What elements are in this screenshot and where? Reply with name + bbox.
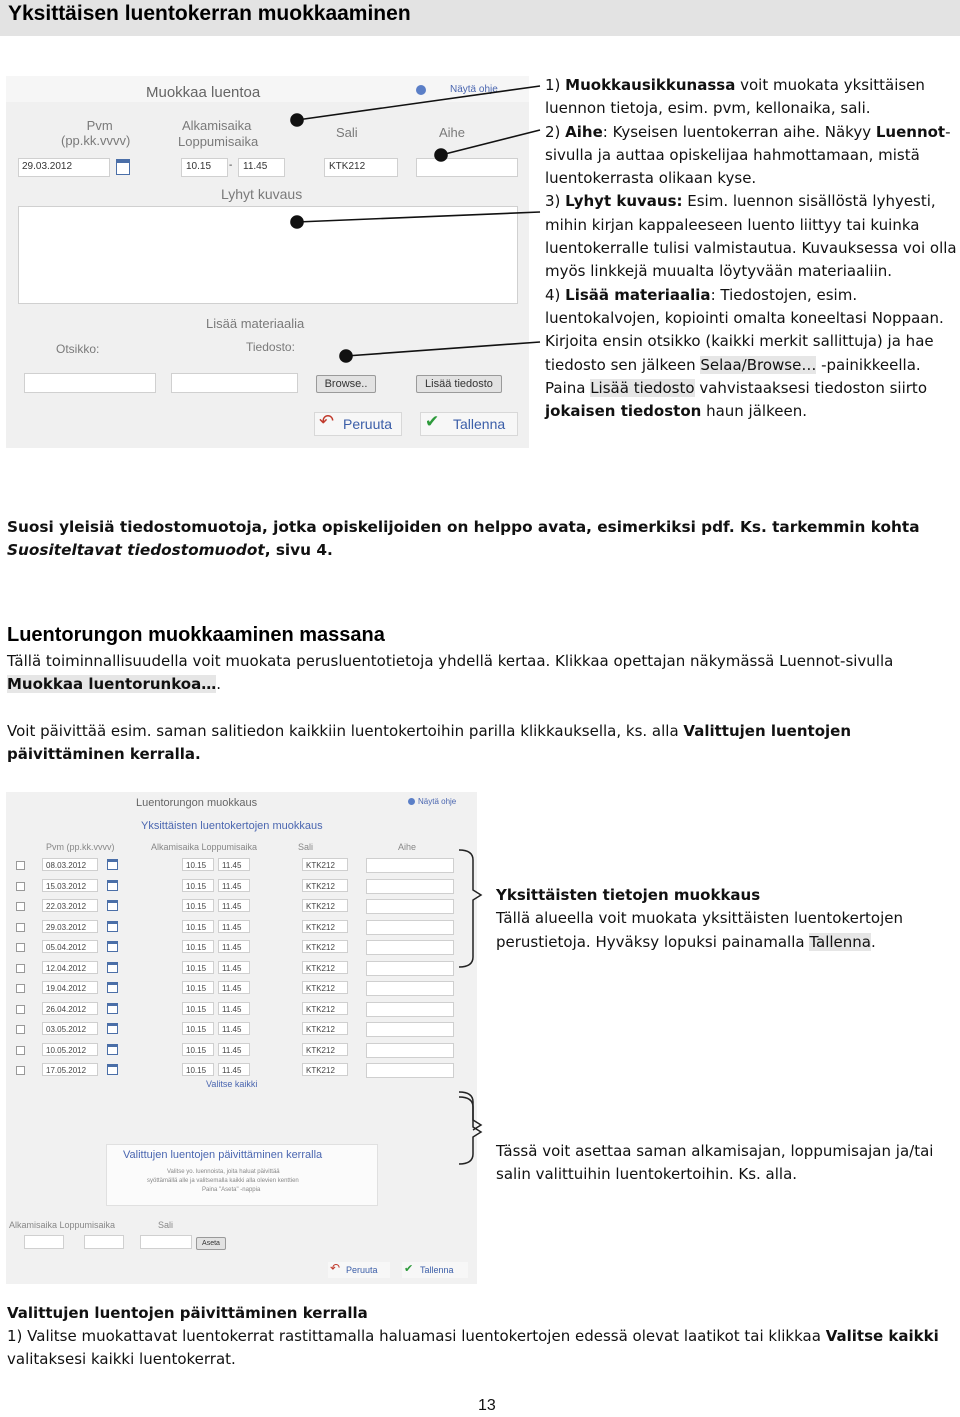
bracket-brace-3 <box>455 1087 495 1167</box>
end-time-field[interactable]: 11.45 <box>218 920 250 933</box>
topic-field[interactable] <box>366 1043 454 1058</box>
topic-field[interactable] <box>366 1022 454 1037</box>
table-row <box>6 1043 477 1059</box>
topic-field[interactable] <box>366 920 454 935</box>
start-time-field[interactable]: 10.15 <box>182 1063 214 1076</box>
start-time-field[interactable]: 10.15 <box>182 1043 214 1056</box>
start-time-field[interactable]: 10.15 <box>182 961 214 974</box>
room-field[interactable]: KTK212 <box>302 981 348 994</box>
callout-single-edit-title: Yksittäisten tietojen muokkaus <box>496 886 761 904</box>
help-link[interactable]: Näytä ohje <box>418 797 457 806</box>
date-field[interactable]: 29.03.2012 <box>42 920 98 933</box>
add-material-label: Lisää materiaalia <box>206 316 305 331</box>
topic-field[interactable] <box>366 940 454 955</box>
calendar-icon[interactable] <box>107 1064 118 1075</box>
calendar-icon[interactable] <box>107 921 118 932</box>
section2-paragraph-1: Tällä toiminnallisuudella voit muokata perusluentotietoja yhdellä kertaa. Klikkaa opettajan näkymässä Luennot-sivulla Muokkaa luentorunkoa…. <box>7 652 894 694</box>
row-checkbox[interactable] <box>16 861 25 870</box>
col-room-label: Sali <box>336 125 358 140</box>
table-row <box>6 1022 477 1038</box>
row-checkbox[interactable] <box>16 1066 25 1075</box>
col-date: Pvm (pp.kk.vvvv) <box>46 842 115 852</box>
room-field[interactable]: KTK212 <box>302 1002 348 1015</box>
checkmark-icon: ✔ <box>404 1262 414 1275</box>
end-time-field[interactable]: 11.45 <box>218 1063 250 1076</box>
callout-single-edit-text: Tällä alueella voit muokata yksittäisten luentokertojen perustietoja. Hyväksy lopuksi painamalla Tallenna. <box>496 909 903 951</box>
table-row <box>6 899 477 915</box>
col-room: Sali <box>298 842 314 852</box>
single-edit-subtitle: Yksittäisten luentokertojen muokkaus <box>141 820 323 832</box>
col-topic: Aihe <box>398 842 417 852</box>
start-time-field[interactable]: 10.15 <box>182 920 214 933</box>
date-field[interactable]: 19.04.2012 <box>42 981 98 994</box>
bulk-start-input[interactable] <box>24 1235 64 1249</box>
date-field[interactable]: 26.04.2012 <box>42 1002 98 1015</box>
save-button[interactable]: ✔ Tallenna <box>420 412 518 436</box>
start-time-field[interactable]: 10.15 <box>182 858 214 871</box>
frame-title: Luentorungon muokkaus <box>136 797 258 809</box>
col-end-label: Loppumisaika <box>178 134 259 149</box>
end-time-field[interactable]: 11.45 <box>218 899 250 912</box>
bulk-update-box: Valittujen luentojen päivittäminen kerralla Valitse yo. luennoista, joita haluat päivittää syöttämällä alle ja valitsemalla kaikki alla olevien kenttien Paina "Aseta" -nappia <box>106 1144 378 1206</box>
topic-field[interactable] <box>366 858 454 873</box>
date-field[interactable]: 22.03.2012 <box>42 899 98 912</box>
calendar-icon[interactable] <box>107 962 118 973</box>
start-time-field[interactable]: 10.15 <box>182 981 214 994</box>
table-row <box>6 879 477 895</box>
annotation-text <box>545 74 960 423</box>
annotation-item-4: 4) Lisää materiaalia: Tiedostojen, esim. luentokalvojen, kopiointi omalta koneeltasi Noppaan. Kirjoita ensin otsikko (kaikki merkit sallittuja) ja hae tiedosto sen jälkeen Selaa/Browse… -painikkeella. Paina Lisää tiedosto vahvistaaksesi tiedoston siirto jokaisen tiedoston haun jälkeen. <box>545 285 944 421</box>
table-row <box>6 858 477 874</box>
file-label: Tiedosto: <box>246 340 295 354</box>
topic-field[interactable] <box>366 1063 454 1078</box>
date-field[interactable]: 15.03.2012 <box>42 879 98 892</box>
checkmark-icon: ✔ <box>425 412 440 432</box>
calendar-icon[interactable] <box>107 941 118 952</box>
start-time-field[interactable]: 10.15 <box>182 1002 214 1015</box>
page-title: Yksittäisen luentokerran muokkaaminen <box>8 2 411 25</box>
row-checkbox[interactable] <box>16 882 25 891</box>
topic-field[interactable] <box>366 961 454 976</box>
date-field[interactable]: 05.04.2012 <box>42 940 98 953</box>
end-time-field[interactable]: 11.45 <box>218 940 250 953</box>
row-checkbox[interactable] <box>16 1005 25 1014</box>
connector-dot-3 <box>291 216 303 228</box>
row-checkbox[interactable] <box>16 964 25 973</box>
end-time-field[interactable]: 11.45 <box>218 981 250 994</box>
date-field[interactable]: 10.05.2012 <box>42 1043 98 1056</box>
calendar-icon[interactable] <box>107 1044 118 1055</box>
room-field[interactable]: KTK212 <box>302 920 348 933</box>
cancel-button[interactable]: ↶ Peruuta <box>328 1262 390 1278</box>
end-time-field[interactable]: 11.45 <box>218 879 250 892</box>
undo-icon: ↶ <box>330 1261 341 1275</box>
callout-bulk-edit: Tässä voit asettaa saman alkamisajan, loppumisajan ja/tai salin valittuihin luentokertoihin. Ks. alla. <box>496 1142 934 1184</box>
table-row <box>6 920 477 936</box>
calendar-icon[interactable] <box>107 1023 118 1034</box>
end-time-field[interactable]: 11.45 <box>238 158 285 177</box>
start-time-field[interactable]: 10.15 <box>182 899 214 912</box>
calendar-icon[interactable] <box>107 859 118 870</box>
room-field[interactable]: KTK212 <box>302 899 348 912</box>
calendar-icon[interactable] <box>107 982 118 993</box>
col-topic-label: Aihe <box>439 125 466 140</box>
room-field[interactable]: KTK212 <box>302 858 348 871</box>
annotation-item-3: 3) Lyhyt kuvaus: Esim. luennon sisällöstä lyhyesti, mihin kirjan kappaleeseen luento liittyy tai kuinka luentokerralle tulisi valmistautua. Kuvauksessa voi olla myös linkkejä muualta löytyvään materiaaliin. <box>545 192 957 281</box>
topic-field[interactable] <box>366 981 454 996</box>
edit-lecture-screenshot: Muokkaa luentoa Näytä ohje Pvm (pp.kk.vvvv) Alkamisaika Loppumisaika Sali Aihe 29.03.2012 10.15 - 11.45 KTK212 Lyhyt kuvaus Lisää materiaalia Otsikko: Tiedosto: Browse.. Lisää tiedosto ↶ Peruuta ✔ Tallenna <box>6 76 529 448</box>
room-field[interactable]: KTK212 <box>324 158 398 177</box>
cancel-button[interactable]: ↶ Peruuta <box>314 412 402 436</box>
calendar-icon[interactable] <box>107 900 118 911</box>
connector-dot-2 <box>435 149 447 161</box>
add-file-button[interactable]: Lisää tiedosto <box>416 375 502 393</box>
table-row <box>6 940 477 956</box>
topic-field[interactable] <box>366 899 454 914</box>
section3-paragraph: 1) Valitse muokattavat luentokerrat rastittamalla haluamasi luentokertojen edessä olevat laatikot tai klikkaa Valitse kaikki valitaksesi kaikki luentokerrat. <box>7 1327 939 1369</box>
annotation-item-1: 1) Muokkausikkunassa voit muokata yksittäisen luennon tietoja, esim. pvm, kellonaika, sali. <box>545 76 925 118</box>
end-time-field[interactable]: 11.45 <box>218 961 250 974</box>
bulk-col-times: Alkamisaika Loppumisaika <box>9 1220 116 1230</box>
annotation-item-2: 2) Aihe: Kyseisen luentokerran aihe. Näkyy Luennot-sivulla ja auttaa opiskelijaa hahmottamaan, mistä luentokerrasta olikaan kyse. <box>545 122 951 188</box>
room-field[interactable]: KTK212 <box>302 1063 348 1076</box>
date-field[interactable]: 08.03.2012 <box>42 858 98 871</box>
undo-icon: ↶ <box>319 411 335 432</box>
table-row <box>6 1002 477 1018</box>
topic-field[interactable] <box>366 879 454 894</box>
brace-1 <box>459 850 481 967</box>
topic-field[interactable] <box>366 1002 454 1017</box>
table-row <box>6 1063 477 1079</box>
page-number: 13 <box>478 1397 496 1414</box>
help-icon[interactable] <box>408 798 415 805</box>
date-field[interactable]: 03.05.2012 <box>42 1022 98 1035</box>
room-field[interactable]: KTK212 <box>302 961 348 974</box>
section3-title: Valittujen luentojen päivittäminen kerralla <box>7 1304 368 1322</box>
end-time-field[interactable]: 11.45 <box>218 1043 250 1056</box>
date-field[interactable]: 12.04.2012 <box>42 961 98 974</box>
callout-single-edit <box>496 884 956 954</box>
save-button[interactable]: ✔ Tallenna <box>402 1262 468 1278</box>
bulk-end-input[interactable] <box>84 1235 124 1249</box>
col-start-label: Alkamisaika <box>182 118 252 133</box>
table-row <box>6 981 477 997</box>
end-time-field[interactable]: 11.45 <box>218 858 250 871</box>
connector-dot-4 <box>340 350 352 362</box>
start-time-field[interactable]: 10.15 <box>182 879 214 892</box>
start-time-field[interactable]: 10.15 <box>181 158 228 177</box>
room-field[interactable]: KTK212 <box>302 879 348 892</box>
short-desc-label: Lyhyt kuvaus <box>221 186 303 202</box>
room-field[interactable]: KTK212 <box>302 1022 348 1035</box>
calendar-icon[interactable] <box>107 1003 118 1014</box>
row-checkbox[interactable] <box>16 1046 25 1055</box>
row-checkbox[interactable] <box>16 943 25 952</box>
date-field[interactable]: 17.05.2012 <box>42 1063 98 1076</box>
bulk-room-input[interactable] <box>140 1235 192 1249</box>
help-link[interactable]: Näytä ohje <box>450 84 498 95</box>
col-times: Alkamisaika Loppumisaika <box>151 842 258 852</box>
start-time-field[interactable]: 10.15 <box>182 1022 214 1035</box>
set-button[interactable]: Aseta <box>196 1237 226 1250</box>
dialog-title: Muokkaa luentoa <box>146 84 261 101</box>
file-format-note: Suosi yleisiä tiedostomuotoja, jotka opiskelijoiden on helppo avata, esimerkiksi pdf. Ks. tarkemmin kohta Suositeltavat tiedostomuodot, sivu 4. <box>7 518 920 560</box>
row-checkbox[interactable] <box>16 902 25 911</box>
lecture-frame-screenshot <box>6 792 477 1284</box>
row-checkbox[interactable] <box>16 923 25 932</box>
room-field[interactable]: KTK212 <box>302 1043 348 1056</box>
bulk-update-title: Valittujen luentojen päivittäminen kerralla <box>123 1149 323 1161</box>
calendar-icon[interactable] <box>107 880 118 891</box>
start-time-field[interactable]: 10.15 <box>182 940 214 953</box>
col-date-label: Pvm (pp.kk.vvvv) <box>61 118 131 148</box>
connector-dot-1 <box>291 114 303 126</box>
title-label: Otsikko: <box>56 342 100 356</box>
select-all-link[interactable]: Valitse kaikki <box>206 1079 258 1089</box>
end-time-field[interactable]: 11.45 <box>218 1022 250 1035</box>
section2-paragraph-2: Voit päivittää esim. saman salitiedon kaikkiin luentokertoihin parilla klikkauksella, ks. alla Valittujen luentojen päivittäminen kerralla. <box>7 722 851 764</box>
room-field[interactable]: KTK212 <box>302 940 348 953</box>
bulk-col-room: Sali <box>158 1220 174 1230</box>
browse-button[interactable]: Browse.. <box>316 375 376 393</box>
row-checkbox[interactable] <box>16 1025 25 1034</box>
table-row <box>6 961 477 977</box>
end-time-field[interactable]: 11.45 <box>218 1002 250 1015</box>
section2-title: Luentorungon muokkaaminen massana <box>7 624 385 646</box>
row-checkbox[interactable] <box>16 984 25 993</box>
date-field[interactable]: 29.03.2012 <box>18 158 110 177</box>
